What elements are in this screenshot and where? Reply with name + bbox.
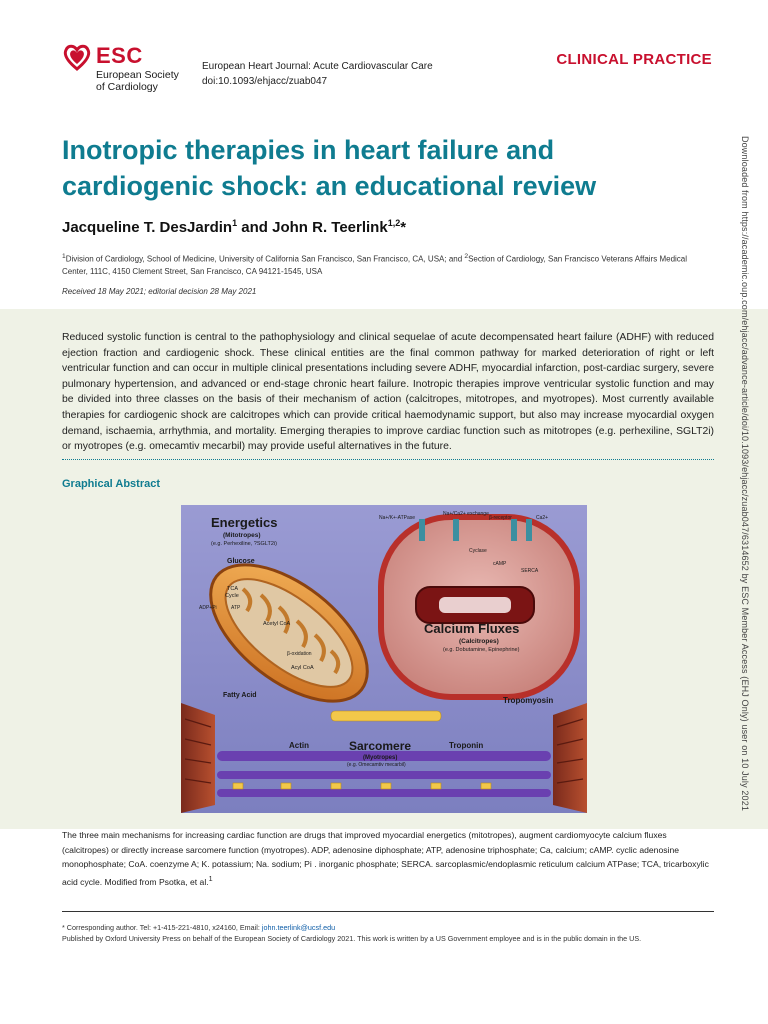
calcitropes-label: (Calcitropes): [459, 638, 499, 645]
graphical-abstract-figure: [181, 505, 587, 813]
graphical-abstract-illustration: [181, 505, 587, 813]
journal-doi[interactable]: doi:10.1093/ehjacc/zuab047: [202, 76, 328, 87]
author-2: John R. Teerlink: [272, 219, 388, 236]
article-title: Inotropic therapies in heart failure and cardiogenic shock: an educational review: [62, 135, 597, 201]
tropomyosin-label: Tropomyosin: [503, 696, 554, 705]
download-watermark-text: Downloaded from https://academic.oup.com/ehjacc/advance-article/doi/10.1093/ehjacc/zuab047/6314652 by ESC Member Access (EHJ Only) user on 10 July 2021: [740, 136, 750, 812]
cycle-label: Cycle: [225, 593, 239, 599]
affiliations: [62, 251, 712, 278]
energetics-label: Energetics: [211, 515, 278, 530]
calcitropes-example: (e.g. Dobutamine, Epinephrine): [443, 647, 520, 653]
glucose-label: Glucose: [227, 558, 255, 565]
graphical-abstract-heading: Graphical Abstract: [62, 478, 161, 490]
calcium-fluxes-label: Calcium Fluxes: [424, 621, 520, 636]
mitotropes-label: (Mitotropes): [223, 532, 261, 539]
figure-caption: [62, 828, 714, 889]
affiliation-2: Section of Cardiology, San Francisco Veterans Affairs Medical Center, 111C, 4150 Clement Street, San Francisco, CA 94121-1545, USA: [62, 254, 688, 276]
troponin-label: Troponin: [449, 741, 484, 750]
serca-label: SERCA: [521, 568, 539, 574]
myotropes-label: (Myotropes): [363, 755, 398, 761]
actin-label: Actin: [289, 741, 309, 750]
pump-label: Na+/K+-ATPase: [379, 515, 416, 521]
dotted-divider: [62, 459, 714, 460]
myotropes-example: (e.g. Omecamtiv mecarbil): [347, 762, 406, 768]
affiliation-1: Division of Cardiology, School of Medicine, University of California San Francisco, San Francisco, CA, USA; and: [65, 254, 465, 264]
esc-logo-text: ESC: [96, 43, 143, 68]
beta-oxidation-label: β-oxidation: [287, 651, 312, 657]
camp-label: cAMP: [493, 561, 507, 567]
corresponding-author-note: [62, 922, 714, 933]
abstract-text: Reduced systolic function is central to the pathophysiology and clinical sequelae of acute decompensated heart failure (ADHF) with reduced ejection fraction and cardiogenic shock. These clinical entities are the final common pathway for marked deterioration of right or left ventricular function and can occur in multiple clinical presentations including severe ADHF, myocardial infarction, post-cardiac surgery, severe pulmonary hypertension, and advanced or end-stage chronic heart failure. Inotropic therapies improve ventricular systolic function and may be divided into three classes on the basis of their mechanism of action (calcitropes, mitotropes, and myotropes). Most currently available therapies for cardiogenic shock are calcitropes which can provide critical haemodynamic support, but also may increase myocardial oxygen demand, ischaemia, arrhythmia, and mortality. Emerging therapies to improve cardiac function such as mitotropes (e.g. perhexiline, SGLT2i) or myotropes (e.g. omecamtiv mecarbil) may provide useful alternatives in the future.: [62, 332, 714, 453]
received-dates: Received 18 May 2021; editorial decision 28 May 2021: [62, 287, 257, 296]
caption-reference[interactable]: 1: [208, 874, 213, 883]
mitotropes-example: (e.g. Perhexiline, ?SGLT2i): [211, 541, 277, 547]
esc-organization-name: [96, 69, 206, 93]
section-label: CLINICAL PRACTICE: [556, 51, 712, 68]
author-list: [62, 218, 406, 236]
footnote-rule: [62, 911, 714, 912]
receptor-label: β-receptor: [489, 515, 512, 521]
org-name-line1: European Society: [96, 69, 179, 81]
author-conjunction: and: [237, 219, 273, 236]
tca-label: TCA: [227, 586, 238, 592]
esc-heart-logo-icon: [62, 42, 92, 72]
affil-sup-1: 1: [62, 253, 66, 260]
org-name-line2: of Cardiology: [96, 81, 158, 93]
publisher-note: Published by Oxford University Press on behalf of the European Society of Cardiology 2021. This work is written by a US Government employee and is in the public domain in the US.: [62, 934, 642, 943]
affil-sup-2: 2: [464, 253, 469, 260]
acyl-coa-label: Acyl CoA: [291, 665, 314, 671]
footnotes: [62, 922, 714, 944]
fatty-acid-label: Fatty Acid: [223, 692, 257, 699]
acetyl-coa-label: Acetyl CoA: [263, 621, 291, 627]
sarcomere-label: Sarcomere: [349, 739, 412, 753]
journal-info: [202, 59, 433, 89]
corresponding-mark[interactable]: *: [400, 219, 407, 236]
journal-name: European Heart Journal: Acute Cardiovascular Care: [202, 61, 433, 72]
atp-label: ATP: [231, 605, 241, 611]
author-2-affil: 1,2: [387, 218, 401, 228]
cyclase-label: Cyclase: [469, 548, 487, 554]
adp-label: ADP+Pi: [199, 605, 217, 611]
author-1: Jacqueline T. DesJardin: [62, 219, 233, 236]
corresponding-email-link[interactable]: john.teerlink@ucsf.edu: [261, 923, 336, 932]
caption-text: The three main mechanisms for increasing cardiac function are drugs that improved myocardial energetics (mitotropes), augment cardiomyocyte calcium fluxes (calcitropes) or directly increase sarcomere function (myotropes). ADP, adenosine diphosphate; ATP, adenosine triphosphate; Ca, calcium; cAMP. cyclic adenosine monophosphate; CoA. coenzyme A; K. potassium; Na. sodium; Pi . inorganic phosphate; SERCA. sarcoplasmic/endoplasmic reticulum calcium ATPase; TCA, tricarboxylic acid cycle. Modified from Psotka, et al.: [62, 830, 709, 887]
calcium-ion-label: Ca2+: [536, 515, 549, 521]
corresponding-text: * Corresponding author. Tel: +1-415-221-4810, x24160, Email:: [62, 923, 262, 932]
exchanger-label: Na+/Ca2+ exchange: [443, 511, 489, 517]
author-1-affil: 1: [232, 218, 238, 228]
download-watermark: [736, 136, 750, 886]
